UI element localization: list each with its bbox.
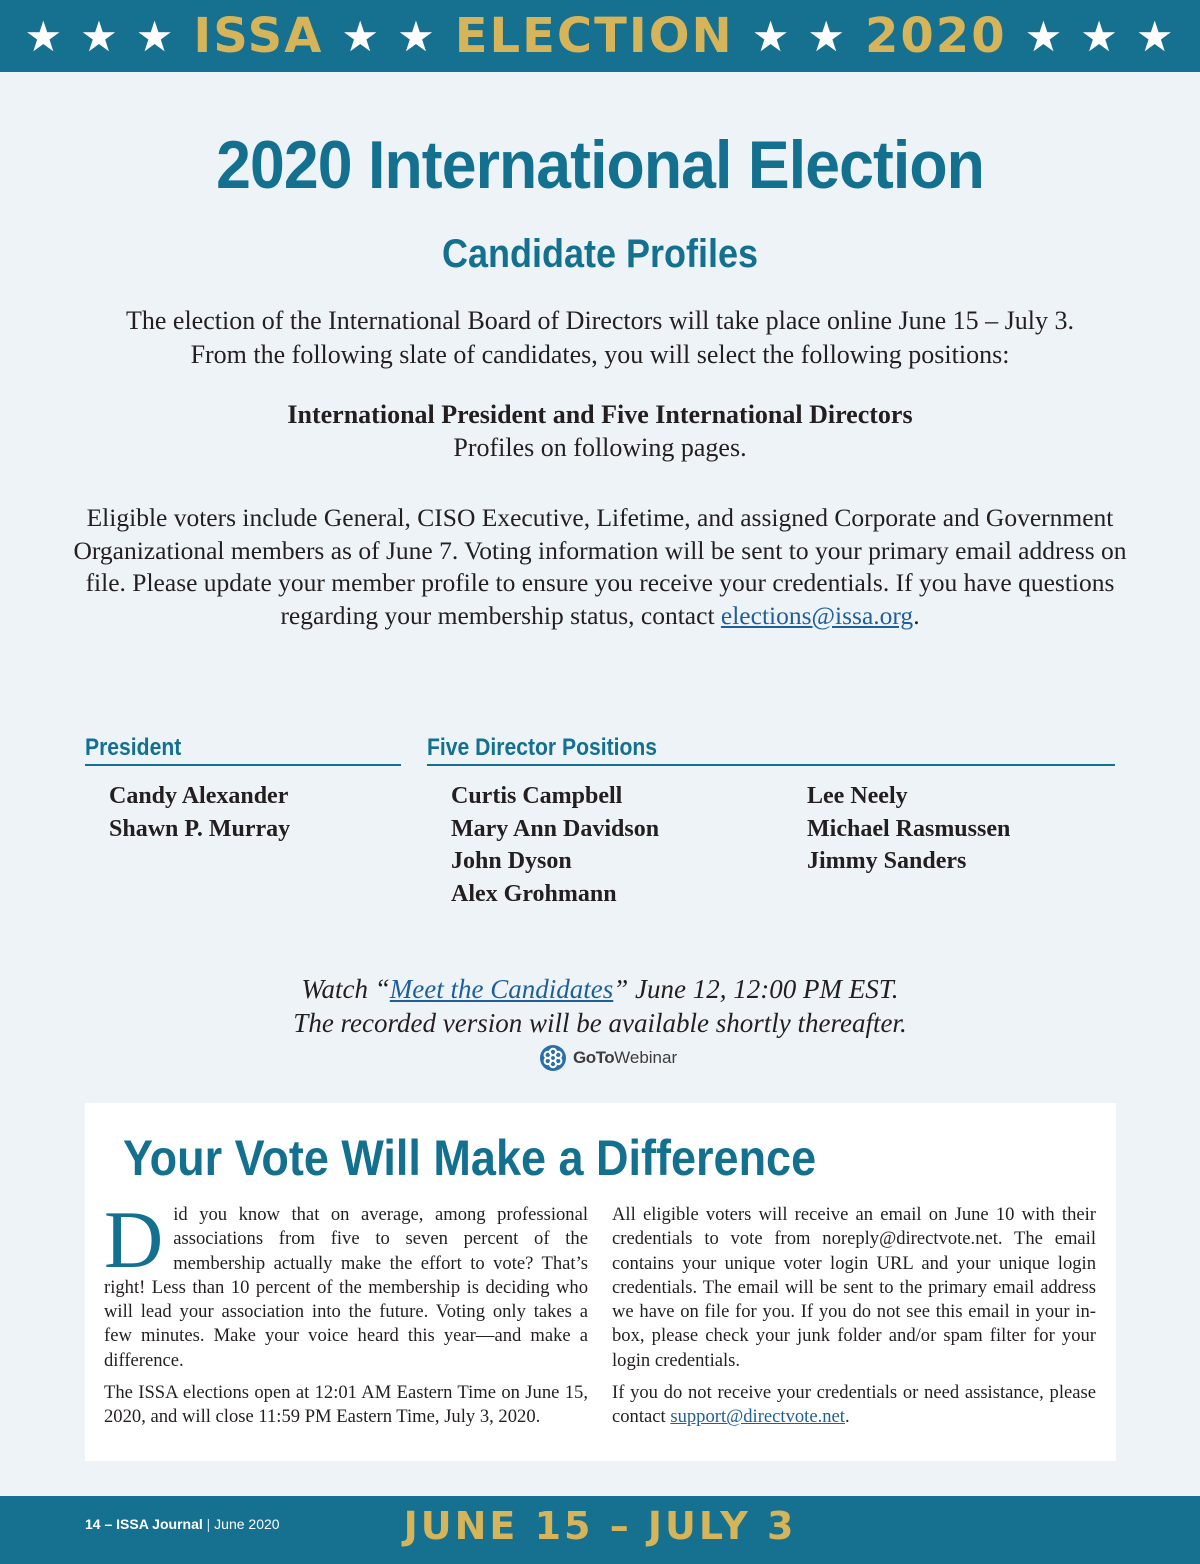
intro-text xyxy=(60,304,1140,372)
director-candidate: Michael Rasmussen xyxy=(807,815,1011,842)
vote-left-column xyxy=(104,1194,588,1438)
banner-word-year: 2020 xyxy=(865,8,1007,64)
page-subtitle: Candidate Profiles xyxy=(441,232,759,276)
star-icon: ★ xyxy=(135,11,176,61)
elections-email-link[interactable]: elections@issa.org xyxy=(720,600,914,630)
president-heading-label: President xyxy=(85,734,182,761)
logo-text-bold: GoTo xyxy=(573,1048,615,1067)
star-icon: ★ xyxy=(24,11,65,61)
footer-separator: | xyxy=(206,1516,211,1532)
intro-line-1: The election of the International Board of Directors will take place online June 15 – July 3. xyxy=(126,306,1074,335)
star-icon: ★ xyxy=(397,11,437,61)
star-icon: ★ xyxy=(341,11,382,61)
page-title: 2020 International Election xyxy=(216,127,984,203)
director-candidates-col2 xyxy=(807,780,1010,878)
watch-announcement xyxy=(0,972,1200,1040)
vote-info-box xyxy=(85,1103,1116,1461)
watch-line-2: The recorded version will be available shortly thereafter. xyxy=(293,1008,907,1038)
star-icon: ★ xyxy=(807,11,847,61)
director-candidate: Mary Ann Davidson xyxy=(451,815,660,842)
top-banner xyxy=(0,0,1200,72)
eligibility-end: . xyxy=(913,600,920,630)
positions-block xyxy=(60,398,1140,464)
eligibility-text: Eligible voters include General, CISO Executive, Lifetime, and assigned Corporate and Government Organizational members as of June 7. Voting information will be sent to your primary email address on file. Please update your member profile to ensure you receive your credentials. If you have questions regarding your membership status, contact xyxy=(73,503,1127,630)
footer-page-number: 14 – ISSA Journal xyxy=(85,1516,203,1532)
director-candidate: John Dyson xyxy=(451,848,572,874)
directors-heading-label: Five Director Positions xyxy=(427,734,658,761)
positions-heading: International President and Five International Directors xyxy=(287,400,913,429)
president-candidate: Shawn P. Murray xyxy=(109,815,291,842)
director-candidates-col1 xyxy=(451,780,659,910)
president-heading xyxy=(85,734,401,766)
eligibility-paragraph xyxy=(60,502,1140,632)
watch-prefix: Watch “ xyxy=(301,974,390,1004)
banner-word-election: ELECTION xyxy=(454,8,734,64)
logo-text-regular: Webinar xyxy=(614,1048,678,1067)
vote-left-text-1: id you know that on average, among professional associations from five to seven percent of the membership actually make the effort to vote? That’s right! Less than 10 percent of the membership is deciding who will lead your association into the future. Voting only takes a few minutes. Make your voice heard this year—and make a difference. xyxy=(104,1204,588,1371)
president-candidates xyxy=(109,780,290,845)
footer-election-dates: JUNE 15 – JULY 3 xyxy=(403,1504,797,1548)
director-candidate: Curtis Campbell xyxy=(451,783,623,809)
vote-right-paragraph-1: All eligible voters will receive an email on June 10 with their credentials to vote from noreply@directvote.net. The email contains your unique voter login URL and your unique login credentials. The email will be sent to the primary email address we have on file for you. If you do not see this email in your in-box, please check your junk folder and/or spam filter for your login credentials. xyxy=(612,1204,1096,1371)
vote-left-paragraph-2: The ISSA elections open at 12:01 AM Eastern Time on June 15, 2020, and will close 11:59 PM Eastern Time, July 3, 2020. xyxy=(104,1382,588,1428)
positions-note: Profiles on following pages. xyxy=(453,433,747,462)
vote-heading: Your Vote Will Make a Difference xyxy=(123,1130,817,1186)
star-icon: ★ xyxy=(80,11,120,61)
watch-suffix: ” June 12, 12:00 PM EST. xyxy=(613,974,899,1004)
star-icon: ★ xyxy=(1135,11,1176,61)
gotowebinar-logo xyxy=(538,1043,677,1073)
vote-right-paragraph-2 xyxy=(612,1381,1096,1430)
director-candidate: Jimmy Sanders xyxy=(807,848,967,874)
gotowebinar-icon xyxy=(538,1043,568,1073)
directors-heading xyxy=(427,734,1115,766)
support-email-link[interactable]: support@directvote.net xyxy=(670,1406,845,1428)
footer-issue: June 2020 xyxy=(214,1516,280,1532)
drop-cap: D xyxy=(104,1194,164,1285)
vote-right-end: . xyxy=(844,1406,850,1428)
intro-line-2: From the following slate of candidates, you will select the following positions: xyxy=(190,340,1010,369)
director-candidate: Alex Grohmann xyxy=(451,880,617,907)
director-candidate: Lee Neely xyxy=(807,783,908,809)
banner-word-issa: ISSA xyxy=(193,8,324,64)
president-candidate: Candy Alexander xyxy=(109,783,289,809)
vote-right-text-2: If you do not receive your credentials or need assistance, please contact xyxy=(612,1382,1096,1428)
star-icon: ★ xyxy=(1024,11,1065,61)
vote-left-paragraph-1 xyxy=(104,1194,588,1373)
vote-right-column xyxy=(612,1203,1096,1438)
star-icon: ★ xyxy=(1080,11,1120,61)
meet-the-candidates-link[interactable]: Meet the Candidates xyxy=(389,974,614,1004)
star-icon: ★ xyxy=(751,11,792,61)
